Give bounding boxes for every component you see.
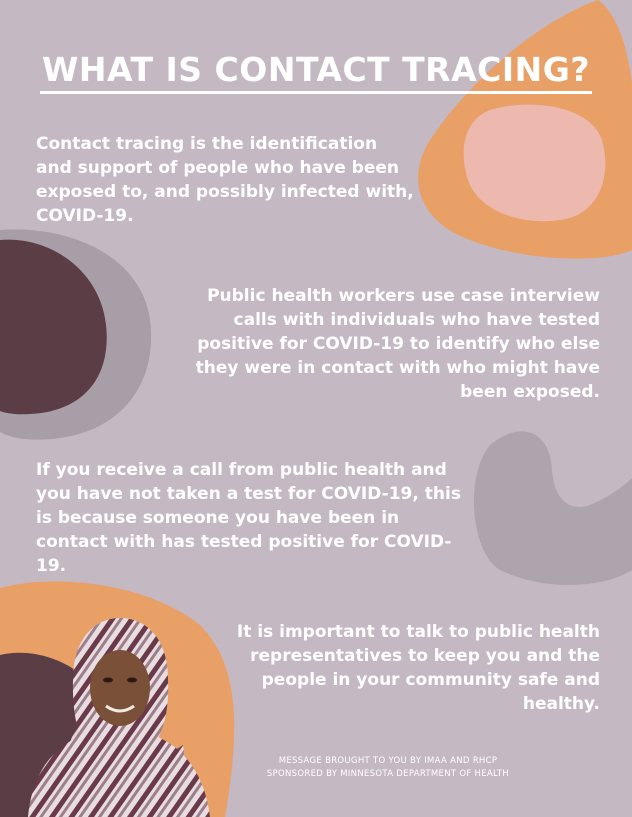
page-title-text: WHAT IS CONTACT TRACING? <box>40 50 592 94</box>
footer-credits <box>238 755 538 781</box>
right-eye <box>127 678 137 683</box>
page-title <box>0 50 632 89</box>
workers-paragraph: Public health workers use case interview calls with individuals who have tested positive for COVID-19 to identify who else they were in contact with who might have been exposed. <box>195 286 600 402</box>
portrait-photo <box>18 610 218 817</box>
definition-paragraph: Contact tracing is the identification and support of people who have been exposed to, and possibly infected with, COVID-19. <box>36 134 414 226</box>
call-paragraph: If you receive a call from public health and you have not taken a test for COVID-19, this is because someone you have been in contact with has tested positive for COVID-19. <box>36 460 461 576</box>
footer-line-2: SPONSORED BY MINNESOTA DEPARTMENT OF HEALTH <box>266 769 510 779</box>
grey-blob-right <box>474 431 632 585</box>
footer-line-1: MESSAGE BROUGHT TO YOU BY IMAA AND RHCP <box>278 756 498 766</box>
important-paragraph: It is important to talk to public health representatives to keep you and the people in your community safe and healthy. <box>236 622 600 714</box>
face <box>90 650 150 726</box>
left-eye <box>103 678 113 683</box>
